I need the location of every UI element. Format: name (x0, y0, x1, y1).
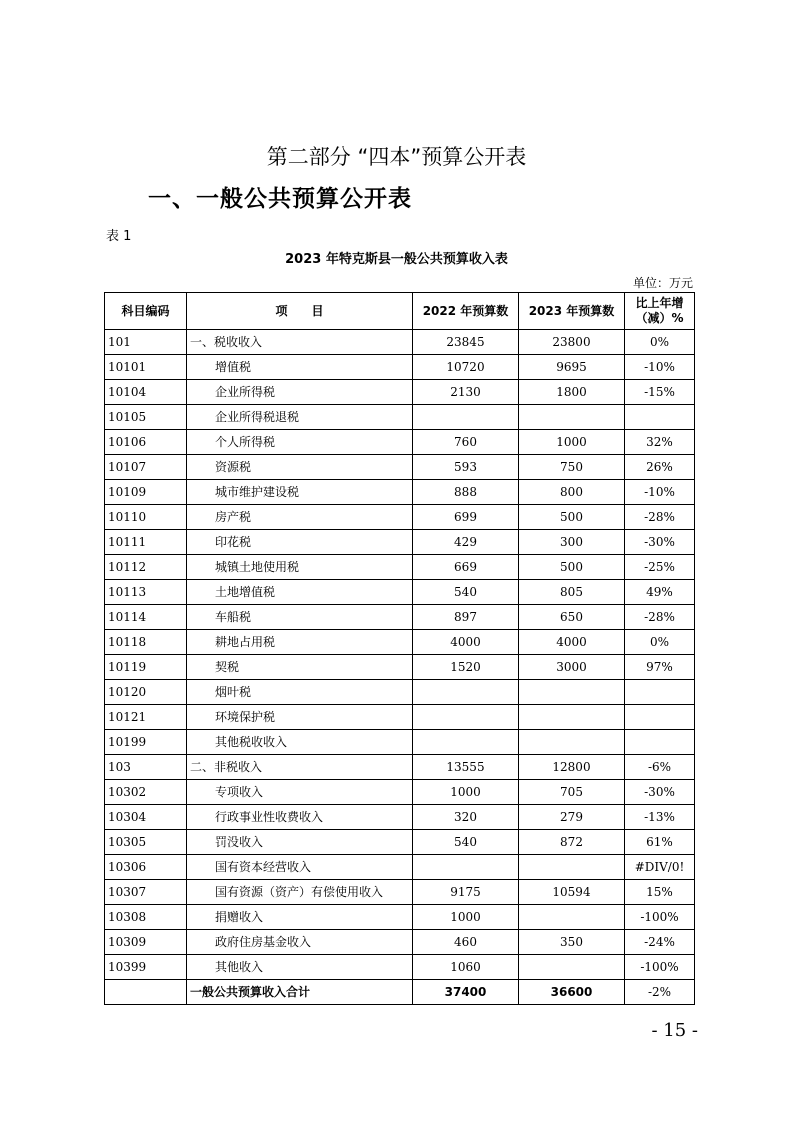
value-2022-cell (413, 855, 519, 880)
table-row (105, 430, 695, 455)
change-pct-cell: -15% (625, 380, 695, 405)
table-row (105, 455, 695, 480)
item-name-cell: 行政事业性收费收入 (187, 805, 413, 830)
value-2022-cell: 23845 (413, 330, 519, 355)
value-2023-cell: 12800 (519, 755, 625, 780)
value-2022-cell (413, 705, 519, 730)
code-cell: 10306 (105, 855, 187, 880)
total-code-cell (105, 980, 187, 1005)
value-2022-cell: 669 (413, 555, 519, 580)
item-name-cell: 个人所得税 (187, 430, 413, 455)
change-pct-cell: 61% (625, 830, 695, 855)
value-2023-cell (519, 855, 625, 880)
part-title: 第二部分 “四本”预算公开表 (266, 145, 527, 169)
item-name-cell: 企业所得税 (187, 380, 413, 405)
value-2023-cell: 650 (519, 605, 625, 630)
header-2023: 2023 年预算数 (519, 293, 625, 330)
item-name-cell: 城市维护建设税 (187, 480, 413, 505)
value-2022-cell: 9175 (413, 880, 519, 905)
value-2022-cell (413, 730, 519, 755)
table-row (105, 905, 695, 930)
item-name-cell: 土地增值税 (187, 580, 413, 605)
value-2023-cell: 800 (519, 480, 625, 505)
change-pct-cell: -13% (625, 805, 695, 830)
value-2023-cell (519, 705, 625, 730)
table-row (105, 405, 695, 430)
code-cell: 10104 (105, 380, 187, 405)
value-2022-cell: 699 (413, 505, 519, 530)
change-pct-cell (625, 680, 695, 705)
code-cell: 103 (105, 755, 187, 780)
value-2023-cell (519, 955, 625, 980)
header-change (625, 293, 695, 330)
total-name-cell: 一般公共预算收入合计 (187, 980, 413, 1005)
code-cell: 10118 (105, 630, 187, 655)
change-pct-cell: 49% (625, 580, 695, 605)
value-2023-cell: 500 (519, 505, 625, 530)
code-cell: 10114 (105, 605, 187, 630)
table-title: 2023 年特克斯县一般公共预算收入表 (285, 252, 508, 267)
item-name-cell: 城镇土地使用税 (187, 555, 413, 580)
change-pct-cell: -28% (625, 505, 695, 530)
change-pct-cell: #DIV/0! (625, 855, 695, 880)
change-pct-cell: -10% (625, 480, 695, 505)
value-2022-cell: 888 (413, 480, 519, 505)
code-cell: 10107 (105, 455, 187, 480)
item-name-cell: 环境保护税 (187, 705, 413, 730)
section-title: 一、一般公共预算公开表 (148, 186, 412, 212)
value-2023-cell: 500 (519, 555, 625, 580)
item-name-cell: 印花税 (187, 530, 413, 555)
code-cell: 10109 (105, 480, 187, 505)
value-2022-cell: 593 (413, 455, 519, 480)
total-change-cell: -2% (625, 980, 695, 1005)
value-2023-cell: 805 (519, 580, 625, 605)
code-cell: 10305 (105, 830, 187, 855)
value-2022-cell: 4000 (413, 630, 519, 655)
code-cell: 10309 (105, 930, 187, 955)
item-name-cell: 其他税收收入 (187, 730, 413, 755)
table-row (105, 855, 695, 880)
value-2023-cell: 872 (519, 830, 625, 855)
code-cell: 10302 (105, 780, 187, 805)
header-item: 项 目 (187, 293, 413, 330)
code-cell: 10101 (105, 355, 187, 380)
table-row (105, 930, 695, 955)
item-name-cell: 耕地占用税 (187, 630, 413, 655)
change-pct-cell: 0% (625, 330, 695, 355)
code-cell: 10307 (105, 880, 187, 905)
code-cell: 101 (105, 330, 187, 355)
table-row (105, 705, 695, 730)
header-change-label: 比上年增（减）% (635, 296, 684, 325)
table-row (105, 680, 695, 705)
item-name-cell: 其他收入 (187, 955, 413, 980)
value-2022-cell: 2130 (413, 380, 519, 405)
change-pct-cell: -24% (625, 930, 695, 955)
value-2022-cell: 1000 (413, 905, 519, 930)
value-2023-cell: 1800 (519, 380, 625, 405)
value-2023-cell: 705 (519, 780, 625, 805)
code-cell: 10120 (105, 680, 187, 705)
value-2023-cell (519, 730, 625, 755)
code-cell: 10308 (105, 905, 187, 930)
value-2023-cell: 350 (519, 930, 625, 955)
item-name-cell: 政府住房基金收入 (187, 930, 413, 955)
value-2022-cell: 1520 (413, 655, 519, 680)
table-row (105, 605, 695, 630)
page-number: - 15 - (651, 1020, 698, 1041)
change-pct-cell (625, 705, 695, 730)
change-pct-cell: 97% (625, 655, 695, 680)
table-row (105, 555, 695, 580)
value-2022-cell: 320 (413, 805, 519, 830)
code-cell: 10304 (105, 805, 187, 830)
table-row (105, 655, 695, 680)
change-pct-cell: -6% (625, 755, 695, 780)
item-name-cell: 一、税收收入 (187, 330, 413, 355)
table-row (105, 480, 695, 505)
code-cell: 10111 (105, 530, 187, 555)
code-cell: 10110 (105, 505, 187, 530)
item-name-cell: 烟叶税 (187, 680, 413, 705)
item-name-cell: 契税 (187, 655, 413, 680)
change-pct-cell: -10% (625, 355, 695, 380)
value-2022-cell: 760 (413, 430, 519, 455)
table-row (105, 755, 695, 780)
code-cell: 10113 (105, 580, 187, 605)
value-2022-cell: 540 (413, 830, 519, 855)
table-row (105, 355, 695, 380)
table-header-row (105, 293, 695, 330)
change-pct-cell: -100% (625, 905, 695, 930)
change-pct-cell (625, 730, 695, 755)
value-2022-cell: 10720 (413, 355, 519, 380)
change-pct-cell: -30% (625, 780, 695, 805)
item-name-cell: 国有资源（资产）有偿使用收入 (187, 880, 413, 905)
item-name-cell: 罚没收入 (187, 830, 413, 855)
code-cell: 10399 (105, 955, 187, 980)
value-2023-cell: 23800 (519, 330, 625, 355)
item-name-cell: 企业所得税退税 (187, 405, 413, 430)
table-row (105, 780, 695, 805)
value-2022-cell: 13555 (413, 755, 519, 780)
table-row (105, 805, 695, 830)
code-cell: 10106 (105, 430, 187, 455)
change-pct-cell: -30% (625, 530, 695, 555)
total-2022-cell: 37400 (413, 980, 519, 1005)
value-2022-cell (413, 680, 519, 705)
table-row (105, 580, 695, 605)
header-code: 科目编码 (105, 293, 187, 330)
value-2023-cell: 300 (519, 530, 625, 555)
table-row (105, 330, 695, 355)
item-name-cell: 车船税 (187, 605, 413, 630)
item-name-cell: 资源税 (187, 455, 413, 480)
value-2023-cell (519, 405, 625, 430)
value-2023-cell: 3000 (519, 655, 625, 680)
item-name-cell: 专项收入 (187, 780, 413, 805)
change-pct-cell: 32% (625, 430, 695, 455)
change-pct-cell: -100% (625, 955, 695, 980)
item-name-cell: 房产税 (187, 505, 413, 530)
value-2023-cell: 9695 (519, 355, 625, 380)
item-name-cell: 捐赠收入 (187, 905, 413, 930)
table-row (105, 530, 695, 555)
table-row (105, 505, 695, 530)
table-row (105, 730, 695, 755)
total-2023-cell: 36600 (519, 980, 625, 1005)
value-2022-cell: 429 (413, 530, 519, 555)
unit-label: 单位：万元 (632, 276, 693, 290)
table-number: 表 1 (106, 229, 132, 244)
header-2022: 2022 年预算数 (413, 293, 519, 330)
table-row (105, 880, 695, 905)
table-row (105, 955, 695, 980)
total-row (105, 980, 695, 1005)
value-2022-cell: 1000 (413, 780, 519, 805)
code-cell: 10105 (105, 405, 187, 430)
code-cell: 10119 (105, 655, 187, 680)
value-2023-cell (519, 680, 625, 705)
value-2023-cell (519, 905, 625, 930)
item-name-cell: 国有资本经营收入 (187, 855, 413, 880)
table-row (105, 830, 695, 855)
item-name-cell: 二、非税收入 (187, 755, 413, 780)
change-pct-cell (625, 405, 695, 430)
table-row (105, 630, 695, 655)
change-pct-cell: 26% (625, 455, 695, 480)
value-2022-cell: 1060 (413, 955, 519, 980)
value-2023-cell: 279 (519, 805, 625, 830)
value-2022-cell (413, 405, 519, 430)
value-2023-cell: 1000 (519, 430, 625, 455)
value-2023-cell: 750 (519, 455, 625, 480)
value-2022-cell: 897 (413, 605, 519, 630)
value-2023-cell: 10594 (519, 880, 625, 905)
code-cell: 10112 (105, 555, 187, 580)
code-cell: 10199 (105, 730, 187, 755)
change-pct-cell: 0% (625, 630, 695, 655)
budget-revenue-table (104, 292, 695, 1005)
code-cell: 10121 (105, 705, 187, 730)
change-pct-cell: 15% (625, 880, 695, 905)
change-pct-cell: -25% (625, 555, 695, 580)
value-2022-cell: 540 (413, 580, 519, 605)
value-2022-cell: 460 (413, 930, 519, 955)
item-name-cell: 增值税 (187, 355, 413, 380)
change-pct-cell: -28% (625, 605, 695, 630)
table-row (105, 380, 695, 405)
value-2023-cell: 4000 (519, 630, 625, 655)
